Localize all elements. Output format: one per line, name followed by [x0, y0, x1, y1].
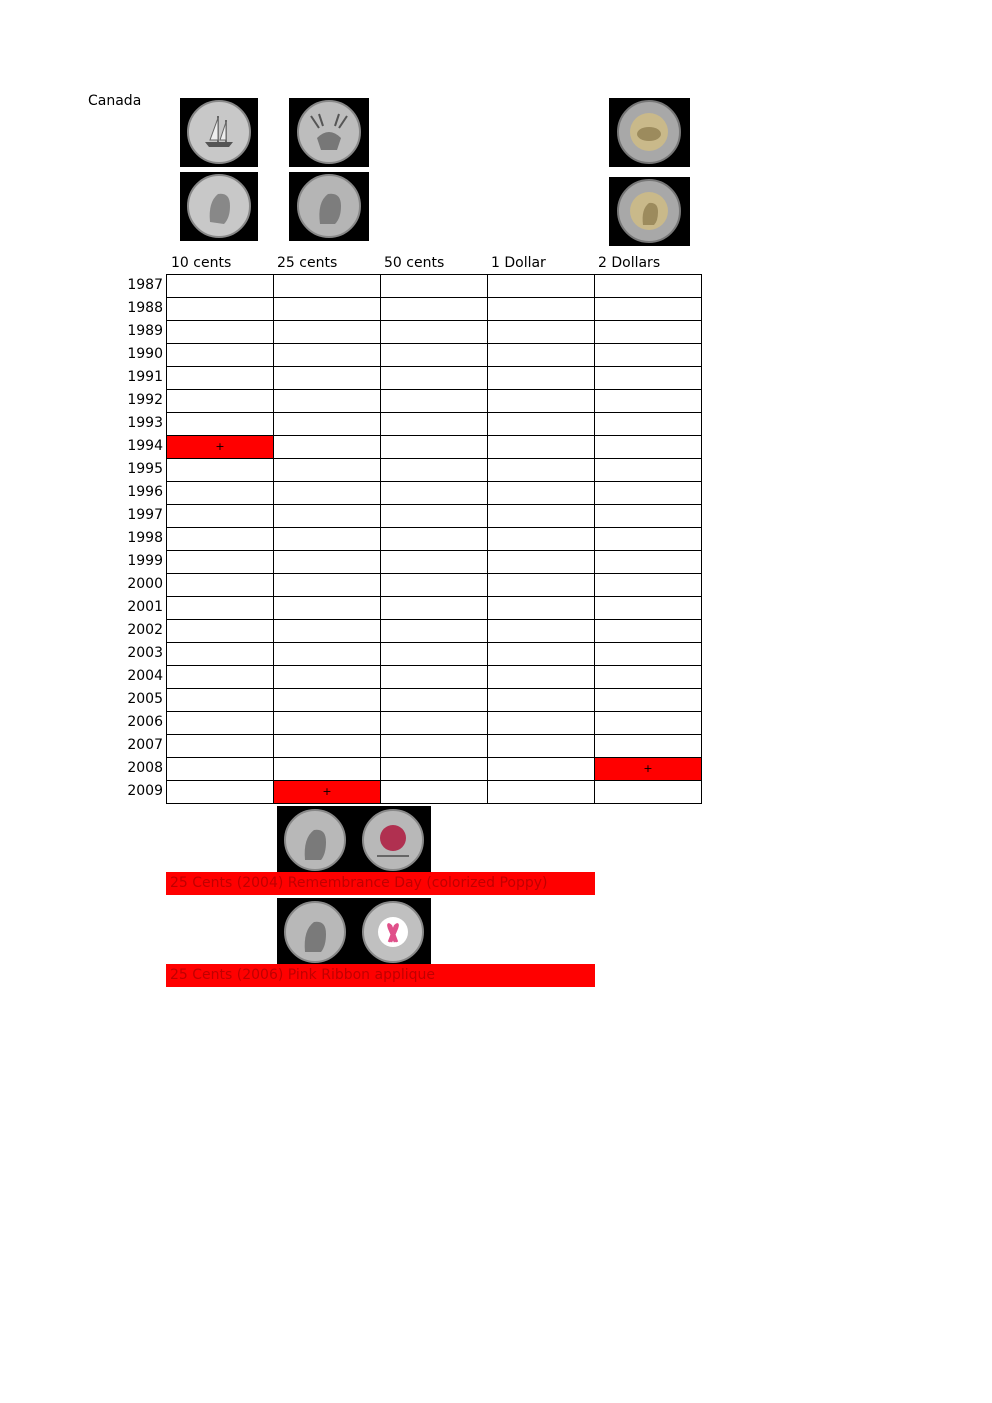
- grid-cell[interactable]: [381, 367, 488, 390]
- grid-cell[interactable]: [381, 528, 488, 551]
- grid-cell[interactable]: [595, 597, 702, 620]
- grid-cell[interactable]: [595, 459, 702, 482]
- grid-cell[interactable]: [381, 689, 488, 712]
- table-row: [167, 505, 702, 528]
- grid-cell[interactable]: [167, 321, 274, 344]
- table-row: [167, 390, 702, 413]
- grid-cell[interactable]: [381, 459, 488, 482]
- column-header-50-cents: 50 cents: [384, 255, 445, 271]
- grid-cell[interactable]: [488, 298, 595, 321]
- grid-cell[interactable]: [595, 689, 702, 712]
- coin-10-cents-obverse-image: [180, 172, 258, 241]
- grid-cell[interactable]: [274, 367, 381, 390]
- grid-cell[interactable]: [595, 321, 702, 344]
- year-label: 2002: [127, 622, 163, 638]
- grid-cell[interactable]: [274, 436, 381, 459]
- year-label: 1992: [127, 392, 163, 408]
- grid-cell[interactable]: [167, 712, 274, 735]
- grid-cell[interactable]: [488, 574, 595, 597]
- grid-cell[interactable]: [274, 643, 381, 666]
- grid-cell[interactable]: [488, 482, 595, 505]
- table-row: [167, 574, 702, 597]
- grid-cell-marked[interactable]: +: [595, 758, 702, 781]
- grid-cell[interactable]: [595, 528, 702, 551]
- grid-cell[interactable]: [488, 344, 595, 367]
- year-label: 1998: [127, 530, 163, 546]
- grid-cell[interactable]: [488, 597, 595, 620]
- grid-cell[interactable]: [488, 275, 595, 298]
- coin-2-dollars-obverse-image: [609, 177, 690, 246]
- grid-cell[interactable]: [167, 551, 274, 574]
- grid-cell[interactable]: [274, 574, 381, 597]
- grid-cell[interactable]: [274, 390, 381, 413]
- grid-cell[interactable]: [167, 413, 274, 436]
- year-label: 2000: [127, 576, 163, 592]
- grid-cell[interactable]: [488, 781, 595, 804]
- grid-cell[interactable]: [381, 344, 488, 367]
- grid-cell[interactable]: [488, 643, 595, 666]
- grid-cell[interactable]: [274, 505, 381, 528]
- coin-25-cents-reverse-image: [289, 98, 369, 167]
- grid-cell[interactable]: [274, 666, 381, 689]
- grid-cell[interactable]: [167, 298, 274, 321]
- special-issue-label: 25 Cents (2006) Pink Ribbon applique: [166, 964, 595, 987]
- year-label: 1994: [127, 438, 163, 454]
- column-header-2-dollars: 2 Dollars: [598, 255, 661, 271]
- table-row: [167, 643, 702, 666]
- coin-25-cents-obverse-image: [289, 172, 369, 241]
- grid-cell[interactable]: [274, 597, 381, 620]
- grid-cell[interactable]: [167, 367, 274, 390]
- grid-cell[interactable]: [595, 482, 702, 505]
- table-row: [167, 321, 702, 344]
- grid-cell[interactable]: [274, 758, 381, 781]
- table-row: [167, 781, 702, 804]
- grid-cell[interactable]: [274, 344, 381, 367]
- coin-checklist-grid: [166, 274, 702, 804]
- grid-cell[interactable]: [381, 505, 488, 528]
- coin-2-dollars-reverse-image: [609, 98, 690, 167]
- year-label: 1990: [127, 346, 163, 362]
- grid-cell[interactable]: [595, 298, 702, 321]
- year-label: 2003: [127, 645, 163, 661]
- grid-cell[interactable]: [488, 413, 595, 436]
- table-row: [167, 528, 702, 551]
- table-row: [167, 620, 702, 643]
- grid-cell[interactable]: [381, 321, 488, 344]
- year-label: 1997: [127, 507, 163, 523]
- grid-cell[interactable]: [381, 712, 488, 735]
- grid-cell[interactable]: [488, 528, 595, 551]
- table-row: [167, 712, 702, 735]
- grid-cell[interactable]: [381, 666, 488, 689]
- grid-cell[interactable]: [167, 344, 274, 367]
- grid-cell[interactable]: [488, 321, 595, 344]
- grid-cell[interactable]: [274, 528, 381, 551]
- grid-cell[interactable]: [488, 436, 595, 459]
- grid-cell[interactable]: [381, 574, 488, 597]
- grid-cell[interactable]: [488, 367, 595, 390]
- grid-cell[interactable]: [488, 735, 595, 758]
- grid-cell[interactable]: [488, 459, 595, 482]
- grid-cell[interactable]: [167, 597, 274, 620]
- grid-cell-marked[interactable]: +: [167, 436, 274, 459]
- grid-cell[interactable]: [381, 551, 488, 574]
- grid-cell[interactable]: [274, 459, 381, 482]
- coin-10-cents-reverse-image: [180, 98, 258, 167]
- grid-cell-marked[interactable]: +: [274, 781, 381, 804]
- column-header-25-cents: 25 cents: [277, 255, 338, 271]
- grid-cell[interactable]: [595, 574, 702, 597]
- year-label: 1993: [127, 415, 163, 431]
- grid-cell[interactable]: [595, 620, 702, 643]
- grid-cell[interactable]: [488, 758, 595, 781]
- grid-cell[interactable]: [381, 482, 488, 505]
- page-title: Canada: [88, 93, 142, 109]
- grid-cell[interactable]: [381, 597, 488, 620]
- year-label: 1989: [127, 323, 163, 339]
- grid-cell[interactable]: [381, 436, 488, 459]
- grid-cell[interactable]: [381, 620, 488, 643]
- grid-cell[interactable]: [595, 551, 702, 574]
- grid-cell[interactable]: [167, 390, 274, 413]
- grid-cell[interactable]: [167, 459, 274, 482]
- grid-cell[interactable]: [167, 666, 274, 689]
- grid-cell[interactable]: [167, 528, 274, 551]
- table-row: [167, 482, 702, 505]
- grid-cell[interactable]: [274, 413, 381, 436]
- grid-cell[interactable]: [274, 298, 381, 321]
- table-row: [167, 597, 702, 620]
- year-label: 2004: [127, 668, 163, 684]
- grid-cell[interactable]: [595, 367, 702, 390]
- grid-cell[interactable]: [167, 482, 274, 505]
- grid-cell[interactable]: [167, 275, 274, 298]
- table-row: [167, 436, 702, 459]
- grid-cell[interactable]: [274, 620, 381, 643]
- table-row: [167, 551, 702, 574]
- table-row: [167, 689, 702, 712]
- grid-cell[interactable]: [381, 735, 488, 758]
- year-label: 1987: [127, 277, 163, 293]
- grid-cell[interactable]: [595, 505, 702, 528]
- table-row: [167, 344, 702, 367]
- grid-cell[interactable]: [381, 413, 488, 436]
- grid-cell[interactable]: [488, 390, 595, 413]
- table-row: [167, 758, 702, 781]
- grid-cell[interactable]: [274, 482, 381, 505]
- table-row: [167, 298, 702, 321]
- grid-cell[interactable]: [167, 643, 274, 666]
- table-row: [167, 275, 702, 298]
- year-label: 2009: [127, 783, 163, 799]
- grid-cell[interactable]: [488, 689, 595, 712]
- grid-cell[interactable]: [381, 298, 488, 321]
- table-row: [167, 413, 702, 436]
- grid-cell[interactable]: [167, 735, 274, 758]
- grid-cell[interactable]: [274, 712, 381, 735]
- year-label: 2007: [127, 737, 163, 753]
- grid-cell[interactable]: [274, 551, 381, 574]
- year-label: 2001: [127, 599, 163, 615]
- grid-cell[interactable]: [167, 758, 274, 781]
- grid-cell[interactable]: [167, 781, 274, 804]
- grid-cell[interactable]: [595, 390, 702, 413]
- grid-cell[interactable]: [381, 275, 488, 298]
- grid-cell[interactable]: [381, 781, 488, 804]
- grid-cell[interactable]: [167, 689, 274, 712]
- grid-cell[interactable]: [274, 689, 381, 712]
- table-row: [167, 367, 702, 390]
- pink-ribbon-coin-image: [277, 898, 431, 966]
- grid-cell[interactable]: [595, 413, 702, 436]
- table-row: [167, 459, 702, 482]
- grid-cell[interactable]: [488, 620, 595, 643]
- grid-cell[interactable]: [595, 344, 702, 367]
- grid-cell[interactable]: [488, 505, 595, 528]
- year-label: 2005: [127, 691, 163, 707]
- year-label: 1988: [127, 300, 163, 316]
- grid-cell[interactable]: [595, 666, 702, 689]
- grid-cell[interactable]: [167, 620, 274, 643]
- special-issue-label: 25 Cents (2004) Remembrance Day (colorized Poppy): [166, 872, 595, 895]
- year-label: 2008: [127, 760, 163, 776]
- table-row: [167, 666, 702, 689]
- grid-cell[interactable]: [274, 321, 381, 344]
- grid-cell[interactable]: [381, 390, 488, 413]
- year-label: 2006: [127, 714, 163, 730]
- grid-cell[interactable]: [595, 275, 702, 298]
- grid-cell[interactable]: [595, 436, 702, 459]
- grid-cell[interactable]: [595, 712, 702, 735]
- grid-cell[interactable]: [595, 781, 702, 804]
- grid-cell[interactable]: [167, 505, 274, 528]
- year-label: 1996: [127, 484, 163, 500]
- grid-cell[interactable]: [274, 275, 381, 298]
- grid-cell[interactable]: [595, 735, 702, 758]
- grid-cell[interactable]: [488, 666, 595, 689]
- grid-cell[interactable]: [595, 643, 702, 666]
- grid-cell[interactable]: [274, 735, 381, 758]
- column-header-10-cents: 10 cents: [171, 255, 232, 271]
- grid-cell[interactable]: [488, 551, 595, 574]
- grid-cell[interactable]: [381, 643, 488, 666]
- grid-cell[interactable]: [488, 712, 595, 735]
- column-header-1-dollar: 1 Dollar: [491, 255, 546, 271]
- year-label: 1999: [127, 553, 163, 569]
- grid-cell[interactable]: [381, 758, 488, 781]
- table-row: [167, 735, 702, 758]
- year-label: 1991: [127, 369, 163, 385]
- year-label: 1995: [127, 461, 163, 477]
- grid-cell[interactable]: [167, 574, 274, 597]
- poppy-coin-image: [277, 806, 431, 874]
